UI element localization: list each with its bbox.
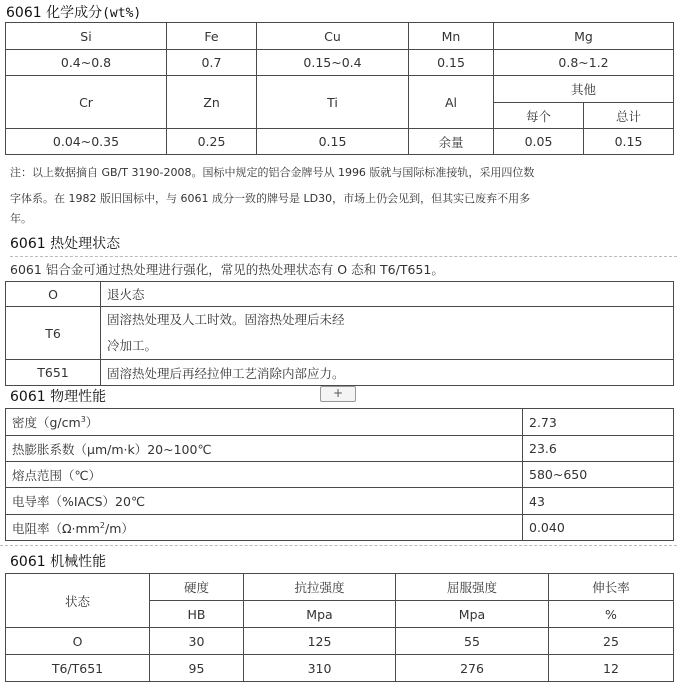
mech-row-t6-state: T6/T651 bbox=[6, 655, 150, 682]
header-cu: Cu bbox=[257, 23, 409, 50]
physical-title: 6061 物理性能 bbox=[10, 389, 107, 405]
physical-label-density-end: ） bbox=[85, 415, 99, 430]
physical-label-density-sup: 3 bbox=[80, 414, 86, 424]
heat-desc-t6-line-1: 固溶热处理及人工时效。固溶热处理后未经 bbox=[107, 312, 345, 327]
mech-row-t6-elongation: 12 bbox=[549, 655, 674, 682]
composition-note bbox=[10, 160, 610, 226]
mech-unit-tensile: Mpa bbox=[244, 601, 396, 628]
header-ti: Ti bbox=[257, 76, 409, 129]
add-row-button[interactable]: + bbox=[320, 386, 356, 402]
note-line-3: 年。 bbox=[10, 212, 32, 225]
value-si: 0.4~0.8 bbox=[6, 50, 167, 76]
composition-unit: (wt%) bbox=[102, 6, 142, 21]
heat-state-t651: T651 bbox=[6, 360, 101, 386]
mech-header-hardness: 硬度 bbox=[150, 574, 244, 601]
mech-header-state: 状态 bbox=[6, 574, 150, 628]
heat-state-t6: T6 bbox=[6, 307, 101, 360]
value-cu: 0.15~0.4 bbox=[257, 50, 409, 76]
mech-unit-yield: Mpa bbox=[396, 601, 549, 628]
mechanical-table bbox=[5, 573, 674, 682]
header-other-total: 总计 bbox=[584, 103, 674, 129]
header-mg: Mg bbox=[494, 23, 674, 50]
mech-header-yield: 屈服强度 bbox=[396, 574, 549, 601]
physical-label-expansion: 热膨胀系数（μm/m·k）20~100℃ bbox=[6, 436, 523, 462]
heat-desc-t6-line-2: 冷加工。 bbox=[107, 338, 158, 353]
mech-row-o-tensile: 125 bbox=[244, 628, 396, 655]
note-line-1: 注：以上数据摘自 GB/T 3190-2008。国标中规定的铝合金牌号从 1996 版就与国际标准接轨，采用四位数 bbox=[10, 166, 535, 179]
physical-label-density-text: 密度（g/cm bbox=[12, 415, 81, 430]
header-al: Al bbox=[409, 76, 494, 129]
value-ti: 0.15 bbox=[257, 129, 409, 155]
mech-header-elongation: 伸长率 bbox=[549, 574, 674, 601]
heat-desc-o: 退火态 bbox=[101, 282, 674, 307]
physical-table bbox=[5, 408, 674, 541]
divider bbox=[10, 256, 677, 257]
heat-state-o: O bbox=[6, 282, 101, 307]
physical-label-resistivity bbox=[6, 515, 523, 541]
mech-unit-elongation: % bbox=[549, 601, 674, 628]
heat-table bbox=[5, 281, 674, 386]
value-other-each: 0.05 bbox=[494, 129, 584, 155]
mech-row-o-yield: 55 bbox=[396, 628, 549, 655]
mech-row-o-state: O bbox=[6, 628, 150, 655]
value-mn: 0.15 bbox=[409, 50, 494, 76]
header-other: 其他 bbox=[494, 76, 674, 103]
heat-desc-t6 bbox=[101, 307, 674, 360]
heat-desc-t651: 固溶热处理后再经拉伸工艺消除内部应力。 bbox=[101, 360, 674, 386]
value-al: 余量 bbox=[409, 129, 494, 155]
mech-row-t6-yield: 276 bbox=[396, 655, 549, 682]
mechanical-title: 6061 机械性能 bbox=[10, 554, 107, 570]
mech-row-o-hardness: 30 bbox=[150, 628, 244, 655]
physical-value-conductivity: 43 bbox=[523, 488, 674, 515]
value-zn: 0.25 bbox=[167, 129, 257, 155]
physical-label-resistivity-sup: 2 bbox=[99, 520, 105, 530]
header-si: Si bbox=[6, 23, 167, 50]
mech-row-o-elongation: 25 bbox=[549, 628, 674, 655]
physical-label-resistivity-text: 电阻率（Ω·mm bbox=[12, 520, 100, 536]
header-cr: Cr bbox=[6, 76, 167, 129]
physical-label-density bbox=[6, 409, 523, 436]
mech-row-t6-hardness: 95 bbox=[150, 655, 244, 682]
physical-value-melting: 580~650 bbox=[523, 462, 674, 488]
composition-title bbox=[6, 2, 141, 22]
value-other-total: 0.15 bbox=[584, 129, 674, 155]
physical-label-resistivity-end: /m） bbox=[104, 520, 134, 536]
heat-intro: 6061 铝合金可通过热处理进行强化，常见的热处理状态有 O 态和 T6/T651。 bbox=[10, 262, 444, 277]
physical-label-conductivity: 电导率（%IACS）20℃ bbox=[6, 488, 523, 515]
header-mn: Mn bbox=[409, 23, 494, 50]
note-line-2: 字体系。在 1982 版旧国标中，与 6061 成分一致的牌号是 LD30，市场上仍会见到，但其实已废弃不用多 bbox=[10, 192, 531, 205]
composition-table bbox=[5, 22, 674, 155]
value-mg: 0.8~1.2 bbox=[494, 50, 674, 76]
composition-title-text: 6061 化学成分 bbox=[6, 5, 103, 21]
header-fe: Fe bbox=[167, 23, 257, 50]
value-cr: 0.04~0.35 bbox=[6, 129, 167, 155]
physical-value-resistivity: 0.040 bbox=[523, 515, 674, 541]
mech-unit-hardness: HB bbox=[150, 601, 244, 628]
value-fe: 0.7 bbox=[167, 50, 257, 76]
mech-row-t6-tensile: 310 bbox=[244, 655, 396, 682]
physical-value-density: 2.73 bbox=[523, 409, 674, 436]
mech-header-tensile: 抗拉强度 bbox=[244, 574, 396, 601]
header-other-each: 每个 bbox=[494, 103, 584, 129]
physical-label-melting: 熔点范围（℃） bbox=[6, 462, 523, 488]
divider bbox=[0, 545, 677, 546]
heat-title: 6061 热处理状态 bbox=[10, 236, 121, 252]
physical-value-expansion: 23.6 bbox=[523, 436, 674, 462]
header-zn: Zn bbox=[167, 76, 257, 129]
